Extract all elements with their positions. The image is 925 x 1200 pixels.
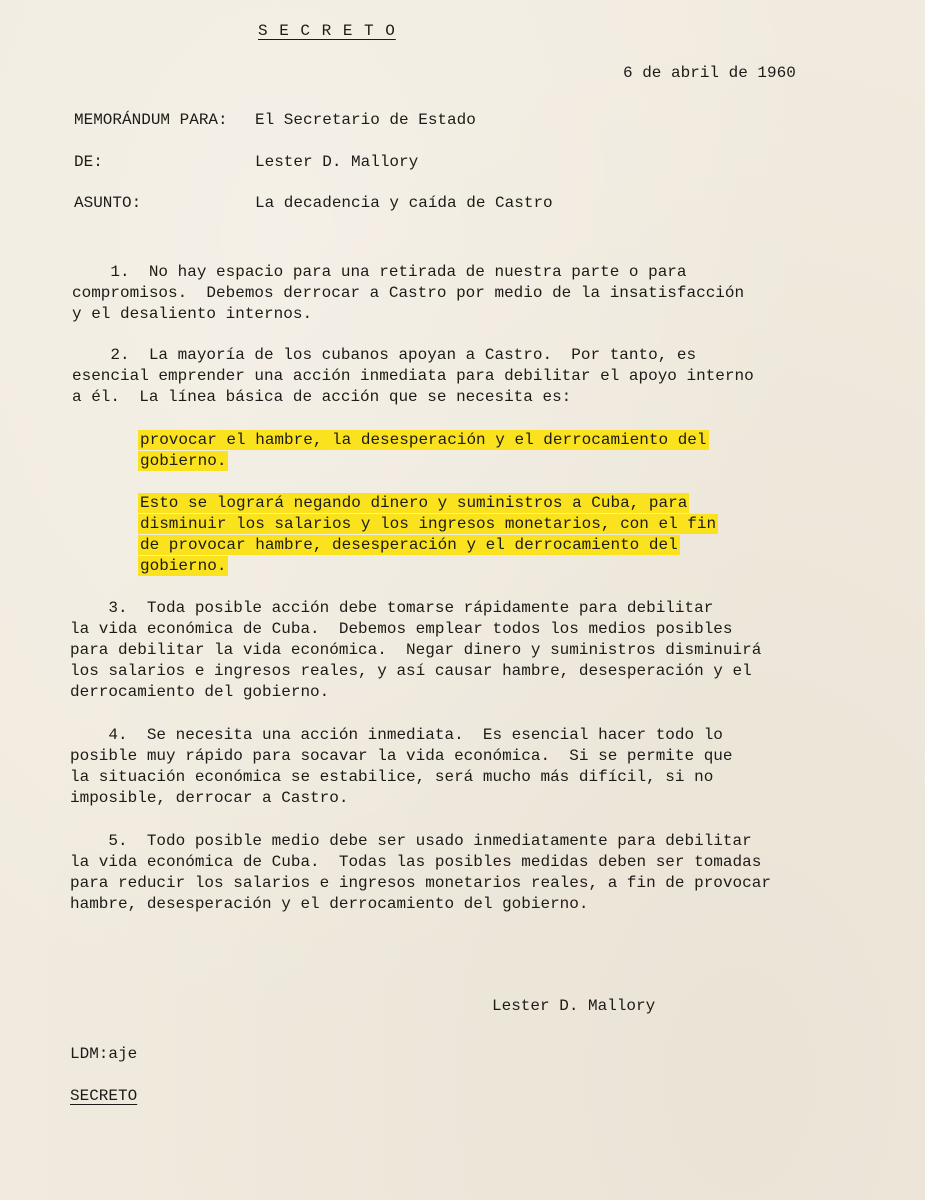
paragraph-line: para debilitar la vida económica. Negar dinero y suministros disminuirá <box>70 641 762 659</box>
paragraph-5 <box>70 831 860 915</box>
highlighted-line: disminuir los salarios y los ingresos monetarios, con el fin <box>140 515 717 533</box>
paragraph-line: para reducir los salarios e ingresos monetarios reales, a fin de provocar <box>70 874 771 892</box>
paragraph-line: la vida económica de Cuba. Todas las posibles medidas deben ser tomadas <box>70 853 762 871</box>
highlighted-quote-1 <box>138 430 925 472</box>
paragraph-line: 1. No hay espacio para una retirada de nuestra parte o para <box>72 263 687 281</box>
from-label: DE: <box>74 153 103 171</box>
paragraph-line: y el desaliento internos. <box>72 305 313 323</box>
memo-date: 6 de abril de 1960 <box>623 64 796 82</box>
subject-label: ASUNTO: <box>74 194 142 212</box>
paragraph-2 <box>72 345 862 408</box>
paragraph-line: la vida económica de Cuba. Debemos emplear todos los medios posibles <box>70 620 733 638</box>
paragraph-line: compromisos. Debemos derrocar a Castro por medio de la insatisfacción <box>72 284 745 302</box>
classification-bottom: SECRETO <box>70 1087 138 1105</box>
to-value: El Secretario de Estado <box>255 111 476 129</box>
signature-name: Lester D. Mallory <box>492 997 656 1015</box>
paragraph-line: 5. Todo posible medio debe ser usado inmediatamente para debilitar <box>70 832 752 850</box>
paragraph-line: los salarios e ingresos reales, y así causar hambre, desesperación y el <box>70 662 752 680</box>
reference-initials: LDM:aje <box>70 1045 138 1063</box>
paragraph-line: imposible, derrocar a Castro. <box>70 789 349 807</box>
paragraph-line: a él. La línea básica de acción que se necesita es: <box>72 388 572 406</box>
paragraph-1 <box>72 262 862 325</box>
highlighted-line: gobierno. <box>140 557 227 575</box>
paragraph-line: posible muy rápido para socavar la vida económica. Si se permite que <box>70 747 733 765</box>
paragraph-line: 2. La mayoría de los cubanos apoyan a Castro. Por tanto, es <box>72 346 697 364</box>
highlighted-line: Esto se logrará negando dinero y suministros a Cuba, para <box>140 494 688 512</box>
subject-value: La decadencia y caída de Castro <box>255 194 553 212</box>
paragraph-line: derrocamiento del gobierno. <box>70 683 330 701</box>
to-label: MEMORÁNDUM PARA: <box>74 111 228 129</box>
paragraph-line: esencial emprender una acción inmediata para debilitar el apoyo interno <box>72 367 754 385</box>
paragraph-line: 4. Se necesita una acción inmediata. Es esencial hacer todo lo <box>70 726 723 744</box>
highlighted-line: de provocar hambre, desesperación y el derrocamiento del <box>140 536 678 554</box>
classification-top: S E C R E T O <box>258 22 396 40</box>
from-value: Lester D. Mallory <box>255 153 419 171</box>
paragraph-line: hambre, desesperación y el derrocamiento del gobierno. <box>70 895 589 913</box>
highlighted-line: gobierno. <box>140 452 227 470</box>
highlighted-quote-2 <box>138 493 925 577</box>
paragraph-line: 3. Toda posible acción debe tomarse rápidamente para debilitar <box>70 599 714 617</box>
paragraph-4 <box>70 725 860 809</box>
paragraph-3 <box>70 598 860 703</box>
paragraph-line: la situación económica se estabilice, será mucho más difícil, si no <box>70 768 714 786</box>
highlighted-line: provocar el hambre, la desesperación y el derrocamiento del <box>140 431 707 449</box>
